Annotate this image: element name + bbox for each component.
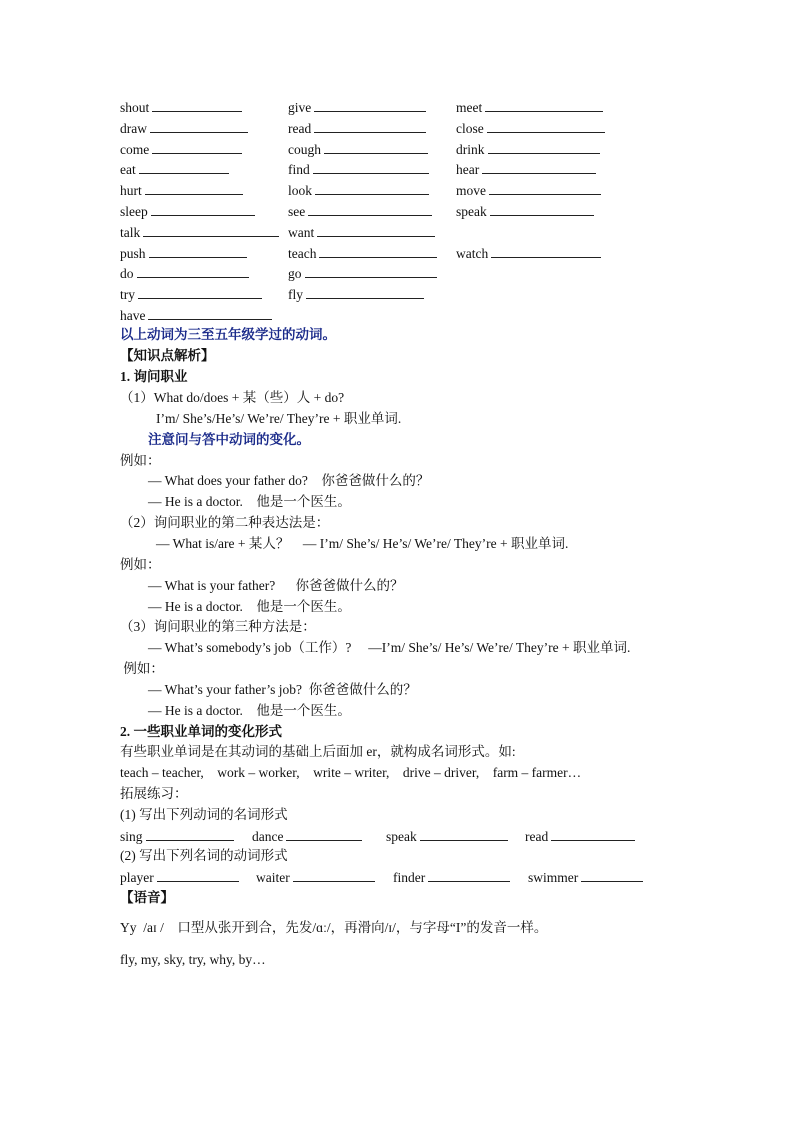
exercise-2-item <box>120 867 239 888</box>
answer-blank[interactable] <box>485 97 603 112</box>
exercise-1-item <box>252 826 362 847</box>
answer-blank[interactable] <box>146 826 234 841</box>
verb-item <box>456 243 601 264</box>
verb-item <box>288 263 437 284</box>
verbs-note: 以上动词为三至五年级学过的动词。 <box>120 327 336 342</box>
word-forms-examples: teach – teacher, work – worker, write – writer, drive – driver, farm – farmer… <box>120 765 582 780</box>
verb-word: hear <box>456 162 480 177</box>
answer-blank[interactable] <box>157 867 239 882</box>
answer-blank[interactable] <box>314 97 426 112</box>
verb-word: go <box>288 266 302 281</box>
answer-blank[interactable] <box>324 139 428 154</box>
verb-word: look <box>288 183 313 198</box>
verb-word: have <box>120 308 146 323</box>
verb-item <box>120 159 229 180</box>
verb-item <box>120 284 262 305</box>
pattern-3-line: — What’s somebody’s job（工作）? —I’m/ She’s/ He’s/ We’re/ They’re + 职业单词. <box>148 640 631 655</box>
practice-heading: 拓展练习： <box>120 786 188 801</box>
answer-blank[interactable] <box>482 159 596 174</box>
phonics-words: fly, my, sky, try, why, by… <box>120 952 266 967</box>
verb-word: watch <box>456 246 489 261</box>
answer-blank[interactable] <box>139 159 229 174</box>
answer-blank[interactable] <box>308 201 432 216</box>
example-3-answer: — He is a doctor. 他是一个医生。 <box>148 703 351 718</box>
answer-blank[interactable] <box>491 243 601 258</box>
exercise-1-item <box>525 826 635 847</box>
answer-blank[interactable] <box>149 243 247 258</box>
verb-item <box>120 243 247 264</box>
answer-blank[interactable] <box>317 222 435 237</box>
answer-blank[interactable] <box>137 263 249 278</box>
exercise-word: finder <box>393 870 426 885</box>
pattern-2-line: — What is/are + 某人？ — I’m/ She’s/ He’s/ We’re/ They’re + 职业单词. <box>156 536 569 551</box>
answer-blank[interactable] <box>315 180 429 195</box>
verb-item <box>288 139 428 160</box>
verb-word: sleep <box>120 204 148 219</box>
verb-item <box>120 139 242 160</box>
answer-blank[interactable] <box>313 159 429 174</box>
exercise-word: dance <box>252 829 284 844</box>
phonics-rule: Yy /aɪ / 口型从张开到合，先发/ɑː/，再滑向/ɪ/，与字母“I”的发音一样。 <box>120 920 548 935</box>
verb-word: come <box>120 142 150 157</box>
exercise-word: sing <box>120 829 143 844</box>
example-1-label: 例如： <box>120 453 161 468</box>
verb-word: see <box>288 204 306 219</box>
section-analysis-heading: 【知识点解析】 <box>120 348 215 363</box>
answer-blank[interactable] <box>286 826 362 841</box>
answer-blank[interactable] <box>145 180 243 195</box>
verb-word: close <box>456 121 484 136</box>
verb-item <box>456 159 596 180</box>
verb-word: push <box>120 246 146 261</box>
pattern-1-question: （1）What do/does + 某（些）人 + do? <box>120 390 345 405</box>
exercise-1-title: (1) 写出下列动词的名词形式 <box>120 807 288 822</box>
verb-item <box>456 118 605 139</box>
answer-blank[interactable] <box>319 243 437 258</box>
verb-word: drink <box>456 142 485 157</box>
answer-blank[interactable] <box>420 826 508 841</box>
answer-blank[interactable] <box>151 201 255 216</box>
exercise-word: player <box>120 870 154 885</box>
verb-item <box>456 97 603 118</box>
verb-word: meet <box>456 100 483 115</box>
verb-word: cough <box>288 142 321 157</box>
verb-item <box>288 222 435 243</box>
word-forms-description: 有些职业单词是在其动词的基础上后面加 er，就构成名词形式。如: <box>120 744 516 759</box>
section-phonics-heading: 【语音】 <box>120 890 174 905</box>
verb-word: hurt <box>120 183 142 198</box>
verb-item <box>120 201 255 222</box>
heading-ask-occupation: 1. 询问职业 <box>120 369 188 384</box>
verb-word: give <box>288 100 312 115</box>
verb-word: read <box>288 121 312 136</box>
verb-word: speak <box>456 204 487 219</box>
example-1-answer: — He is a doctor. 他是一个医生。 <box>148 494 351 509</box>
pattern-1-answer: I’m/ She’s/He’s/ We’re/ They’re + 职业单词. <box>156 411 402 426</box>
exercise-1-item <box>120 826 234 847</box>
verb-word: draw <box>120 121 147 136</box>
answer-blank[interactable] <box>138 284 262 299</box>
example-1-question: — What does your father do? 你爸爸做什么的？ <box>148 473 430 488</box>
answer-blank[interactable] <box>489 180 601 195</box>
verb-word: eat <box>120 162 136 177</box>
answer-blank[interactable] <box>152 97 242 112</box>
exercise-1-item <box>386 826 508 847</box>
answer-blank[interactable] <box>314 118 426 133</box>
verb-word: teach <box>288 246 317 261</box>
verb-item <box>120 222 279 243</box>
verb-item <box>288 97 426 118</box>
verb-item <box>288 243 437 264</box>
pattern-2-title: （2）询问职业的第二种表达法是： <box>120 515 330 530</box>
answer-blank[interactable] <box>306 284 424 299</box>
answer-blank[interactable] <box>152 139 242 154</box>
verb-word: move <box>456 183 486 198</box>
verb-word: shout <box>120 100 150 115</box>
verb-word: do <box>120 266 134 281</box>
verb-item <box>456 180 601 201</box>
example-2-question: — What is your father? 你爸爸做什么的？ <box>148 578 404 593</box>
exercise-2-title: (2) 写出下列名词的动词形式 <box>120 848 288 863</box>
example-3-label: 例如： <box>120 661 164 676</box>
exercise-word: waiter <box>256 870 290 885</box>
exercise-2-item <box>256 867 375 888</box>
exercise-2-item <box>393 867 510 888</box>
answer-blank[interactable] <box>490 201 594 216</box>
answer-blank[interactable] <box>428 867 510 882</box>
answer-blank[interactable] <box>487 118 605 133</box>
verb-item <box>456 201 594 222</box>
pattern-1-note: 注意问与答中动词的变化。 <box>148 432 310 447</box>
verb-item <box>120 180 243 201</box>
verb-word: try <box>120 287 135 302</box>
example-2-label: 例如： <box>120 557 161 572</box>
answer-blank[interactable] <box>293 867 375 882</box>
answer-blank[interactable] <box>581 867 643 882</box>
verb-item <box>120 263 249 284</box>
verb-item <box>288 180 429 201</box>
exercise-word: speak <box>386 829 417 844</box>
verb-word: fly <box>288 287 303 302</box>
exercise-2-item <box>528 867 643 888</box>
answer-blank[interactable] <box>143 222 279 237</box>
example-2-answer: — He is a doctor. 他是一个医生。 <box>148 599 351 614</box>
verb-item <box>288 159 429 180</box>
answer-blank[interactable] <box>305 263 437 278</box>
verb-item <box>120 118 248 139</box>
verb-word: find <box>288 162 310 177</box>
example-3-question: — What’s your father’s job? 你爸爸做什么的？ <box>148 682 417 697</box>
verb-item <box>288 118 426 139</box>
answer-blank[interactable] <box>551 826 635 841</box>
exercise-word: read <box>525 829 549 844</box>
verb-item <box>288 201 432 222</box>
verb-item <box>120 305 272 326</box>
verb-item <box>120 97 242 118</box>
pattern-3-title: （3）询问职业的第三种方法是： <box>120 619 316 634</box>
answer-blank[interactable] <box>148 305 272 320</box>
verb-word: want <box>288 225 315 240</box>
verb-item <box>288 284 424 305</box>
answer-blank[interactable] <box>150 118 248 133</box>
exercise-word: swimmer <box>528 870 579 885</box>
answer-blank[interactable] <box>488 139 600 154</box>
verb-item <box>456 139 600 160</box>
verb-word: talk <box>120 225 141 240</box>
heading-job-word-forms: 2. 一些职业单词的变化形式 <box>120 724 282 739</box>
